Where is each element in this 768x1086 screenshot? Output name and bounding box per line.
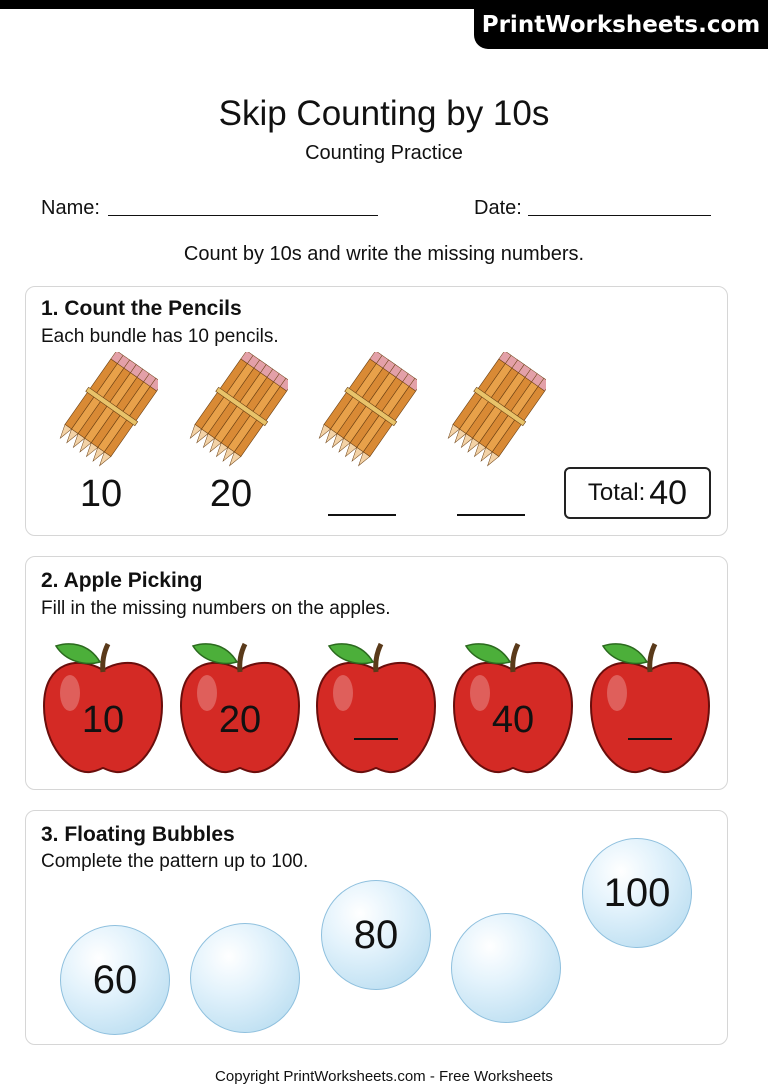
bubble-number: 60 <box>92 957 138 1002</box>
total-value: 40 <box>649 473 688 512</box>
section-heading: 1. Count the Pencils <box>41 297 242 320</box>
bubble-number: 100 <box>603 870 671 915</box>
page-subtitle: Counting Practice <box>305 142 463 164</box>
pencil-count: 10 <box>79 473 123 515</box>
bubble[interactable] <box>190 923 300 1033</box>
page-title: Skip Counting by 10s <box>218 94 550 133</box>
section-description: Complete the pattern up to 100. <box>41 851 309 872</box>
total-box <box>564 467 711 519</box>
section-heading: 3. Floating Bubbles <box>41 823 235 846</box>
answer-blank[interactable] <box>328 514 396 516</box>
apple-icon <box>587 638 713 778</box>
apple-number: 10 <box>81 699 125 741</box>
apple-number: 40 <box>491 699 535 741</box>
answer-blank[interactable] <box>354 738 398 740</box>
instructions: Count by 10s and write the missing numbers. <box>183 243 585 265</box>
brand-logo: PrintWorksheets.com <box>474 0 768 49</box>
name-field[interactable] <box>108 215 378 216</box>
section-description: Fill in the missing numbers on the apples. <box>41 598 391 619</box>
pencil-count: 20 <box>209 473 253 515</box>
section-heading: 2. Apple Picking <box>41 569 203 592</box>
bubble <box>321 880 431 990</box>
pencil-bundle-icon <box>48 352 158 472</box>
apple-number: 20 <box>218 699 262 741</box>
total-label: Total: <box>587 479 646 506</box>
answer-blank[interactable] <box>628 738 672 740</box>
pencil-bundle-icon <box>436 352 546 472</box>
answer-blank[interactable] <box>457 514 525 516</box>
bubble[interactable] <box>451 913 561 1023</box>
footer-copyright: Copyright PrintWorksheets.com - Free Worksheets <box>215 1068 553 1085</box>
name-label: Name: <box>41 197 100 219</box>
bubble <box>60 925 170 1035</box>
pencil-bundle-icon <box>307 352 417 472</box>
bubble-number: 80 <box>353 912 399 957</box>
apple-icon <box>313 638 439 778</box>
date-label: Date: <box>474 197 522 219</box>
bubble <box>582 838 692 948</box>
section-description: Each bundle has 10 pencils. <box>41 326 279 347</box>
pencil-bundle-icon <box>178 352 288 472</box>
date-field[interactable] <box>528 215 711 216</box>
